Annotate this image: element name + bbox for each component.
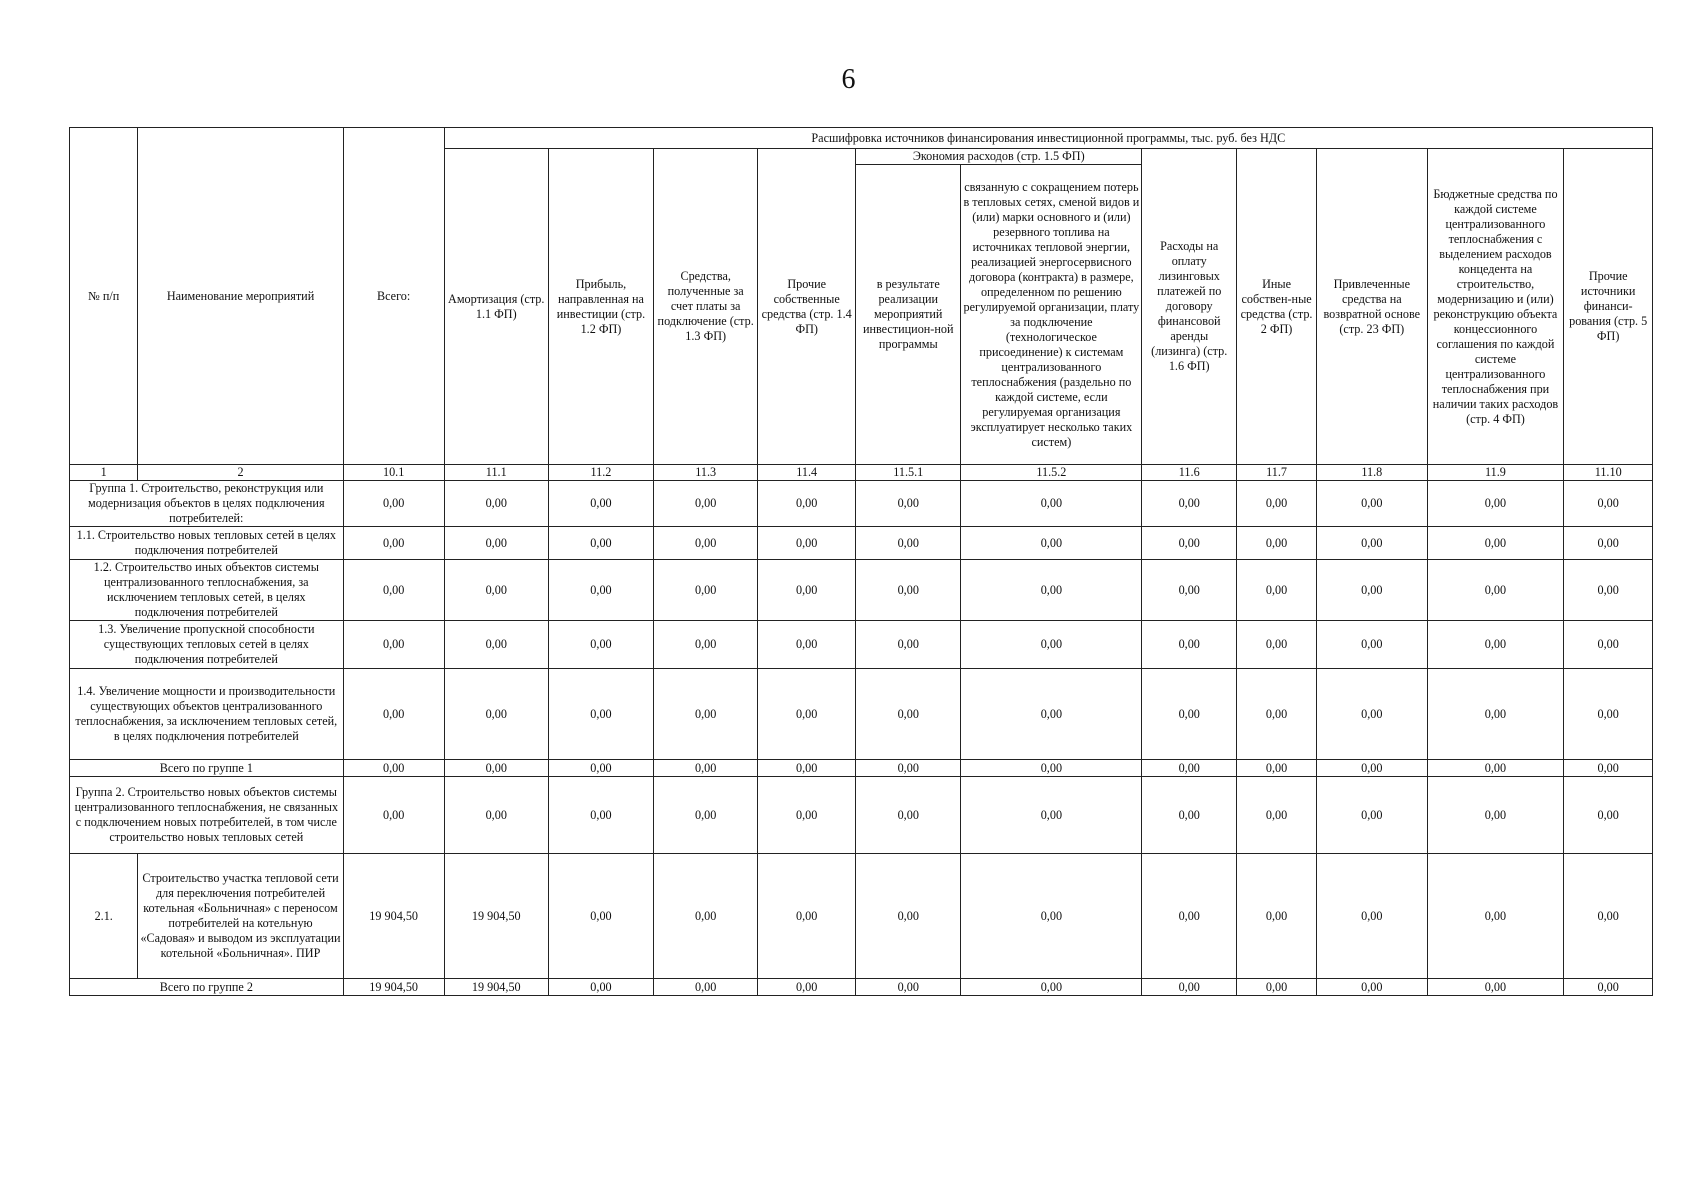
row-value: 0,00 [654, 621, 758, 669]
row-value: 0,00 [1142, 854, 1237, 979]
header-name: Наименование мероприятий [138, 128, 343, 465]
row-value: 0,00 [856, 854, 961, 979]
table-row [70, 979, 1653, 996]
row-value: 0,00 [548, 777, 653, 854]
row-value: 0,00 [1427, 481, 1564, 527]
row-value: 0,00 [1317, 669, 1428, 760]
row-value: 0,00 [343, 669, 444, 760]
row-value: 0,00 [961, 527, 1142, 560]
row-value: 19 904,50 [343, 979, 444, 996]
header-num: № п/п [70, 128, 138, 465]
row-value: 0,00 [758, 560, 856, 621]
row-value: 0,00 [343, 760, 444, 777]
row-value: 0,00 [1427, 527, 1564, 560]
row-value: 0,00 [1237, 979, 1317, 996]
header-savings-other: связанную с сокращением потерь в тепловых сетях, сменой видов и (или) марки основного и (или) резервного топлива на источниках тепловой энергии, реализацией энергосервисного договора (контракта) в размере, определенном по решению регулируемой организации, плату за подключение (технологическое присоединение) к системам централизованного теплоснабжения (раздельно по каждой системе, если регулируемая организация эксплуатирует несколько таких систем) [961, 165, 1142, 465]
row-value: 0,00 [1237, 527, 1317, 560]
table-row [70, 669, 1653, 760]
financing-table [69, 127, 1653, 996]
row-value: 0,00 [758, 481, 856, 527]
row-value: 0,00 [758, 527, 856, 560]
row-value: 0,00 [1427, 560, 1564, 621]
table-row [70, 481, 1653, 527]
row-value: 0,00 [1564, 854, 1653, 979]
row-value: 0,00 [961, 481, 1142, 527]
row-value: 0,00 [758, 979, 856, 996]
row-value: 0,00 [856, 560, 961, 621]
row-value: 0,00 [548, 669, 653, 760]
row-value: 0,00 [343, 481, 444, 527]
row-value: 0,00 [444, 777, 548, 854]
row-value: 0,00 [1142, 777, 1237, 854]
row-value: 0,00 [1564, 777, 1653, 854]
row-value: 0,00 [1564, 760, 1653, 777]
header-other-own: Иные собствен-ные средства (стр. 2 ФП) [1237, 149, 1317, 465]
row-value: 0,00 [758, 854, 856, 979]
row-value: 0,00 [654, 481, 758, 527]
table-row [70, 777, 1653, 854]
column-number: 11.10 [1564, 465, 1653, 481]
column-number: 11.1 [444, 465, 548, 481]
row-value: 0,00 [1564, 560, 1653, 621]
row-value: 19 904,50 [444, 979, 548, 996]
row-value: 0,00 [548, 760, 653, 777]
row-value: 19 904,50 [444, 854, 548, 979]
row-value: 0,00 [654, 760, 758, 777]
header-top-group: Расшифровка источников финансирования инвестиционной программы, тыс. руб. без НДС [444, 128, 1652, 149]
row-value: 0,00 [1564, 527, 1653, 560]
row-value: 0,00 [961, 669, 1142, 760]
row-value: 0,00 [1564, 669, 1653, 760]
header-borrowed: Привлеченные средства на возвратной основе (стр. 23 ФП) [1317, 149, 1428, 465]
row-value: 0,00 [961, 760, 1142, 777]
row-value: 0,00 [548, 621, 653, 669]
row-name: Группа 1. Строительство, реконструкция или модернизация объектов в целях подключения потребителей: [70, 481, 344, 527]
row-value: 0,00 [1317, 760, 1428, 777]
row-value: 0,00 [758, 760, 856, 777]
row-value: 0,00 [1564, 979, 1653, 996]
row-value: 0,00 [758, 777, 856, 854]
row-value: 0,00 [548, 527, 653, 560]
row-value: 0,00 [1237, 669, 1317, 760]
row-value: 0,00 [961, 979, 1142, 996]
row-value: 0,00 [444, 669, 548, 760]
row-value: 0,00 [1317, 481, 1428, 527]
column-number: 11.6 [1142, 465, 1237, 481]
column-number: 11.5.1 [856, 465, 961, 481]
header-total: Всего: [343, 128, 444, 465]
row-value: 0,00 [961, 560, 1142, 621]
row-value: 0,00 [758, 621, 856, 669]
row-value: 0,00 [1564, 621, 1653, 669]
row-value: 0,00 [654, 560, 758, 621]
column-number: 10.1 [343, 465, 444, 481]
column-number-row [70, 465, 1653, 481]
row-value: 0,00 [1142, 560, 1237, 621]
header-profit: Прибыль, направленная на инвестиции (стр. 1.2 ФП) [548, 149, 653, 465]
row-value: 0,00 [343, 527, 444, 560]
column-number: 1 [70, 465, 138, 481]
column-number: 11.3 [654, 465, 758, 481]
row-value: 0,00 [343, 621, 444, 669]
row-value: 0,00 [444, 560, 548, 621]
row-value: 0,00 [444, 481, 548, 527]
column-number: 11.9 [1427, 465, 1564, 481]
row-value: 0,00 [856, 621, 961, 669]
row-name: Всего по группе 1 [70, 760, 344, 777]
header-other-sources: Прочие источники финанси-рования (стр. 5 ФП) [1564, 149, 1653, 465]
page-number: 6 [841, 64, 856, 95]
row-value: 0,00 [1427, 777, 1564, 854]
row-value: 0,00 [1237, 560, 1317, 621]
row-value: 0,00 [1427, 979, 1564, 996]
header-connection-fee: Средства, полученные за счет платы за подключение (стр. 1.3 ФП) [654, 149, 758, 465]
row-value: 0,00 [444, 527, 548, 560]
row-value: 0,00 [444, 621, 548, 669]
row-value: 0,00 [1317, 560, 1428, 621]
row-value: 0,00 [654, 527, 758, 560]
row-value: 0,00 [856, 527, 961, 560]
column-number: 11.8 [1317, 465, 1428, 481]
header-leasing: Расходы на оплату лизинговых платежей по договору финансовой аренды (лизинга) (стр. 1.6 ФП) [1142, 149, 1237, 465]
row-value: 0,00 [1317, 777, 1428, 854]
row-name: 1.1. Строительство новых тепловых сетей в целях подключения потребителей [70, 527, 344, 560]
row-value: 0,00 [856, 979, 961, 996]
header-savings-group: Экономия расходов (стр. 1.5 ФП) [856, 149, 1142, 165]
row-value: 0,00 [856, 760, 961, 777]
row-value: 0,00 [1142, 621, 1237, 669]
table-row [70, 621, 1653, 669]
row-number: 2.1. [70, 854, 138, 979]
row-value: 0,00 [654, 777, 758, 854]
row-name: 1.4. Увеличение мощности и производительности существующих объектов централизованного теплоснабжения, за исключением тепловых сетей, в целях подключения потребителей [70, 669, 344, 760]
column-number: 11.2 [548, 465, 653, 481]
row-value: 0,00 [856, 669, 961, 760]
row-value: 0,00 [1142, 669, 1237, 760]
row-value: 0,00 [1317, 527, 1428, 560]
row-value: 0,00 [1427, 669, 1564, 760]
row-value: 0,00 [1564, 481, 1653, 527]
column-number: 11.4 [758, 465, 856, 481]
row-value: 0,00 [1317, 621, 1428, 669]
row-value: 0,00 [1142, 481, 1237, 527]
row-value: 0,00 [961, 777, 1142, 854]
row-value: 0,00 [961, 621, 1142, 669]
table-row [70, 854, 1653, 979]
row-value: 0,00 [548, 854, 653, 979]
row-value: 0,00 [856, 481, 961, 527]
table-row [70, 527, 1653, 560]
row-value: 0,00 [1317, 979, 1428, 996]
header-savings-program: в результате реализации мероприятий инвестицион-ной программы [856, 165, 961, 465]
row-name: 1.2. Строительство иных объектов системы централизованного теплоснабжения, за исключением тепловых сетей, в целях подключения потребителей [70, 560, 344, 621]
row-value: 0,00 [758, 669, 856, 760]
row-value: 0,00 [1237, 481, 1317, 527]
row-value: 0,00 [548, 481, 653, 527]
table-row [70, 760, 1653, 777]
row-name: Группа 2. Строительство новых объектов системы централизованного теплоснабжения, не связанных с подключением новых потребителей, в том числе строительство новых тепловых сетей [70, 777, 344, 854]
row-value: 0,00 [1427, 760, 1564, 777]
row-value: 0,00 [654, 669, 758, 760]
row-value: 0,00 [1142, 979, 1237, 996]
row-name: 1.3. Увеличение пропускной способности существующих тепловых сетей в целях подключения потребителей [70, 621, 344, 669]
row-value: 0,00 [1237, 621, 1317, 669]
row-value: 19 904,50 [343, 854, 444, 979]
row-value: 0,00 [654, 979, 758, 996]
row-value: 0,00 [961, 854, 1142, 979]
row-value: 0,00 [1317, 854, 1428, 979]
row-value: 0,00 [1142, 527, 1237, 560]
column-number: 11.5.2 [961, 465, 1142, 481]
row-value: 0,00 [1142, 760, 1237, 777]
header-own-funds: Прочие собственные средства (стр. 1.4 ФП) [758, 149, 856, 465]
header-amortization: Амортизация (стр. 1.1 ФП) [444, 149, 548, 465]
row-value: 0,00 [343, 777, 444, 854]
header-budget: Бюджетные средства по каждой системе централизованного теплоснабжения с выделением расходов концедента на строительство, модернизацию и (или) реконструкцию объекта концессионного соглашения по каждой системе централизованного теплоснабжения при наличии таких расходов (стр. 4 ФП) [1427, 149, 1564, 465]
row-value: 0,00 [444, 760, 548, 777]
row-value: 0,00 [654, 854, 758, 979]
row-value: 0,00 [548, 560, 653, 621]
row-value: 0,00 [1237, 760, 1317, 777]
table-row [70, 560, 1653, 621]
row-value: 0,00 [1237, 777, 1317, 854]
row-name: Всего по группе 2 [70, 979, 344, 996]
column-number: 11.7 [1237, 465, 1317, 481]
row-value: 0,00 [1427, 621, 1564, 669]
row-value: 0,00 [343, 560, 444, 621]
row-value: 0,00 [1237, 854, 1317, 979]
row-value: 0,00 [856, 777, 961, 854]
row-name: Строительство участка тепловой сети для переключения потребителей котельная «Больничная» с переносом потребителей на котельную «Садовая» и выводом из эксплуатации котельной «Больничная». ПИР [138, 854, 343, 979]
row-value: 0,00 [548, 979, 653, 996]
column-number: 2 [138, 465, 343, 481]
row-value: 0,00 [1427, 854, 1564, 979]
